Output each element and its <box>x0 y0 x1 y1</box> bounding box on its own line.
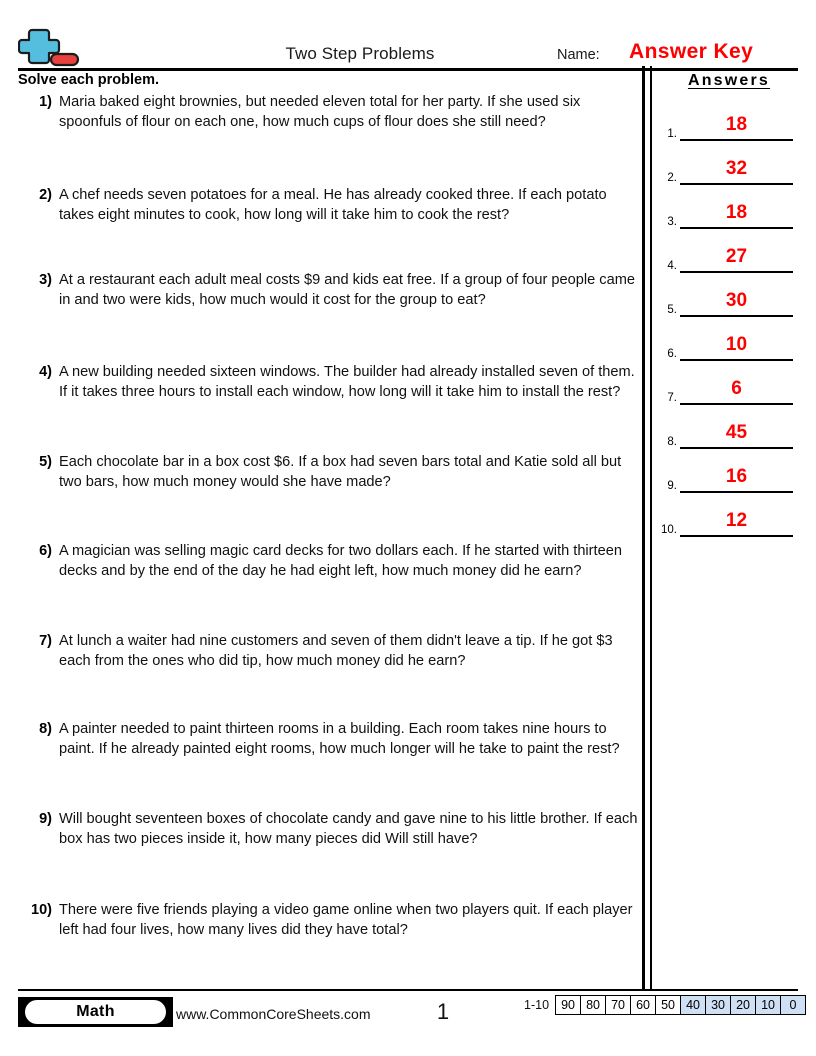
column-divider-thick <box>642 66 645 989</box>
answer-row <box>655 194 803 238</box>
subject-label: Math <box>25 1000 166 1024</box>
answer-index: 1. <box>667 128 677 140</box>
answers-heading: Answers <box>687 72 771 89</box>
page-title: Two Step Problems <box>285 44 435 63</box>
answer-row <box>655 326 803 370</box>
problem-number: 9) <box>39 811 52 827</box>
plus-minus-logo-icon <box>18 26 84 68</box>
column-divider-thin <box>650 66 652 989</box>
answer-row <box>655 106 803 150</box>
score-box: 70 <box>606 996 631 1014</box>
problem-number: 1) <box>39 94 52 110</box>
answer-index: 9. <box>667 480 677 492</box>
answer-value: 10 <box>725 334 748 355</box>
problem-text: A painter needed to paint thirteen rooms in a building. Each room takes nine hours to paint. If he already painted eight rooms, how much longer will he take to paint the rest? <box>59 721 620 757</box>
score-box: 10 <box>756 996 781 1014</box>
answer-blank-line <box>680 535 793 537</box>
answer-row <box>655 150 803 194</box>
problem-text: Each chocolate bar in a box cost $6. If a box had seven bars total and Katie sold all but two bars, how much money would she have made? <box>59 454 622 490</box>
answer-row <box>655 238 803 282</box>
answer-blank-line <box>680 359 793 361</box>
name-label: Name: <box>557 47 600 63</box>
problem-number: 3) <box>39 272 52 288</box>
answer-value: 32 <box>725 158 748 179</box>
answer-index: 5. <box>667 304 677 316</box>
answer-row <box>655 370 803 414</box>
score-box: 90 <box>556 996 581 1014</box>
problem-text: Maria baked eight brownies, but needed eleven total for her party. If she used six spoonfuls of flour on each one, how much cups of flour does she still need? <box>59 94 581 130</box>
problem-item <box>18 900 638 940</box>
answer-index: 3. <box>667 216 677 228</box>
subject-badge <box>18 997 173 1027</box>
problem-item <box>18 185 638 225</box>
answer-value: 18 <box>725 202 748 223</box>
score-box-group <box>555 995 806 1015</box>
problem-number: 5) <box>39 454 52 470</box>
score-box: 60 <box>631 996 656 1014</box>
problem-item <box>18 362 638 402</box>
answer-index: 6. <box>667 348 677 360</box>
answer-value: 16 <box>725 466 748 487</box>
problem-item <box>18 452 638 492</box>
problem-number: 10) <box>31 902 52 918</box>
score-box: 40 <box>681 996 706 1014</box>
score-box: 50 <box>656 996 681 1014</box>
problem-item <box>18 92 638 132</box>
problem-item <box>18 631 638 671</box>
answer-value: 45 <box>725 422 748 443</box>
answer-index: 8. <box>667 436 677 448</box>
answer-key-badge: Answer Key <box>629 40 754 63</box>
answer-row <box>655 414 803 458</box>
answer-index: 4. <box>667 260 677 272</box>
answer-value: 6 <box>731 378 742 399</box>
problem-text: At a restaurant each adult meal costs $9 and kids eat free. If a group of four people came in and two were kids, how much would it cost for the group to eat? <box>59 272 635 308</box>
problem-number: 6) <box>39 543 52 559</box>
answer-value: 27 <box>725 246 748 267</box>
answer-index: 7. <box>667 392 677 404</box>
score-range-label: 1-10 <box>524 998 550 1012</box>
answer-blank-line <box>680 227 793 229</box>
problem-text: Will bought seventeen boxes of chocolate candy and gave nine to his little brother. If each box has two pieces inside it, how many pieces did Will still have? <box>59 811 638 847</box>
problem-number: 4) <box>39 364 52 380</box>
problem-number: 7) <box>39 633 52 649</box>
score-scale <box>524 995 806 1015</box>
problem-text: A magician was selling magic card decks for two dollars each. If he started with thirteen decks and by the end of the day he had eight left, how much money did he earn? <box>59 543 622 579</box>
answer-blank-line <box>680 403 793 405</box>
answer-blank-line <box>680 183 793 185</box>
problem-number: 2) <box>39 187 52 203</box>
score-box: 0 <box>781 996 806 1014</box>
answer-value: 18 <box>725 114 748 135</box>
problem-text: A new building needed sixteen windows. The builder had already installed seven of them. If it takes three hours to install each window, how long will it take him to install the rest? <box>59 364 635 400</box>
answer-value: 12 <box>725 510 748 531</box>
answer-blank-line <box>680 271 793 273</box>
site-url: www.CommonCoreSheets.com <box>176 1006 371 1022</box>
score-box: 20 <box>731 996 756 1014</box>
answer-row <box>655 458 803 502</box>
problem-item <box>18 270 638 310</box>
answer-blank-line <box>680 139 793 141</box>
problem-text: There were five friends playing a video game online when two players quit. If each player left had four lives, how many lives did they have total? <box>59 902 633 938</box>
answer-row <box>655 282 803 326</box>
answer-blank-line <box>680 491 793 493</box>
answer-row <box>655 502 803 546</box>
page-number: 1 <box>436 999 450 1024</box>
answer-index: 2. <box>667 172 677 184</box>
score-box: 80 <box>581 996 606 1014</box>
problem-number: 8) <box>39 721 52 737</box>
answer-blank-line <box>680 315 793 317</box>
problem-item <box>18 541 638 581</box>
page-header <box>0 0 816 70</box>
answer-blank-line <box>680 447 793 449</box>
answer-index: 10. <box>661 524 677 536</box>
problem-text: At lunch a waiter had nine customers and seven of them didn't leave a tip. If he got $3 each from the ones who did tip, how much money did he earn? <box>59 633 613 669</box>
problem-item <box>18 809 638 849</box>
footer-divider <box>18 989 798 991</box>
problem-item <box>18 719 638 759</box>
instruction-text: Solve each problem. <box>18 72 160 88</box>
score-box: 30 <box>706 996 731 1014</box>
answer-value: 30 <box>725 290 748 311</box>
problem-text: A chef needs seven potatoes for a meal. He has already cooked three. If each potato takes eight minutes to cook, how long will it take him to cook the rest? <box>59 187 607 223</box>
